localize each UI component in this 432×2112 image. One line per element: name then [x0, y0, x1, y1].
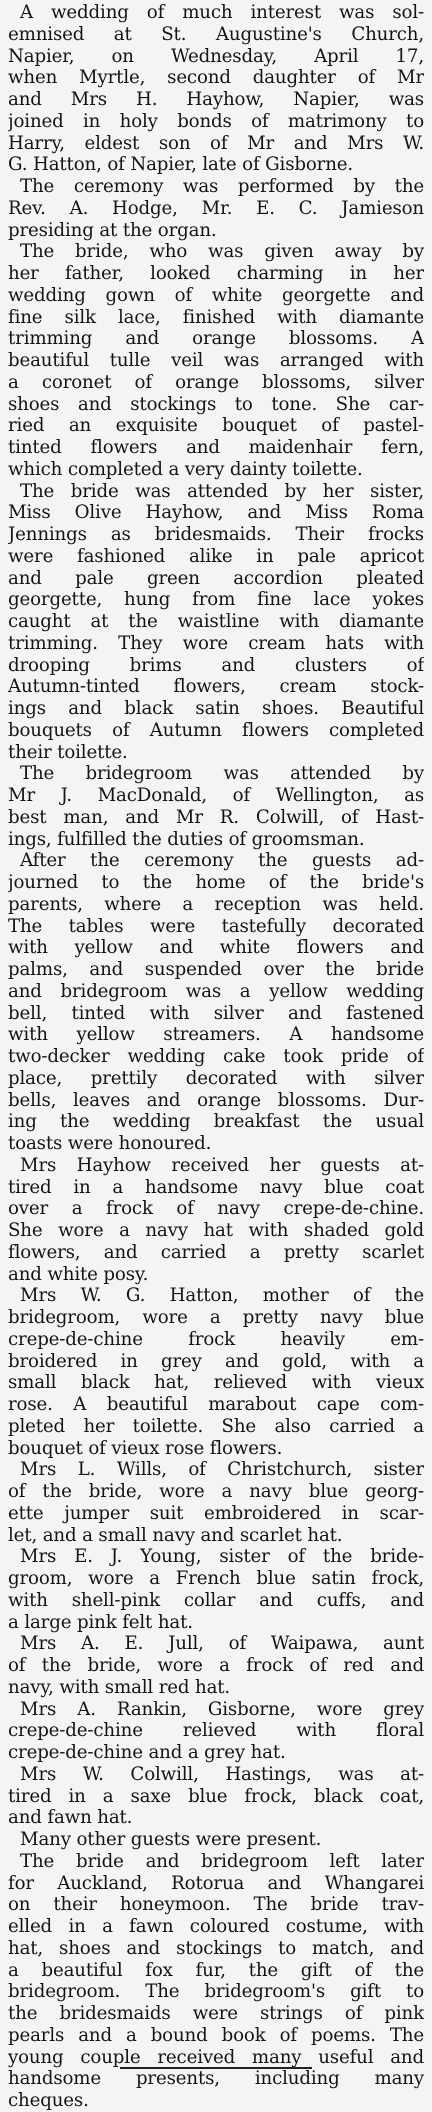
paragraph — [8, 1155, 424, 1286]
text-line: joined in holy bonds of matrimony to — [8, 110, 424, 132]
paragraph — [8, 2, 424, 176]
text-line: crepe-de-chine relieved with floral — [8, 1720, 424, 1742]
text-line: a large pink felt hat. — [8, 1611, 193, 1633]
text-line: flowers, and carried a pretty scarlet — [8, 1241, 424, 1263]
text-line: The bride, who was given away by — [20, 241, 424, 263]
text-line: bouquets of Autumn flowers completed — [8, 719, 424, 741]
end-rule — [120, 2067, 312, 2069]
text-line: Mrs E. J. Young, sister of the bride- — [20, 1546, 424, 1568]
text-line: and fawn hat. — [8, 1807, 133, 1829]
text-line: and bridegroom was a yellow wedding — [8, 980, 424, 1002]
text-line: elled in a fawn coloured costume, with — [8, 1916, 424, 1937]
text-line: ing the wedding breakfast the usual — [8, 1111, 424, 1133]
text-line: Mrs A. Rankin, Gisborne, wore grey — [20, 1698, 424, 1720]
text-line: crepe-de-chine and a grey hat. — [8, 1742, 286, 1763]
text-line: georgette, hung from fine lace yokes — [8, 589, 424, 611]
text-line: The bride was attended by her sister, — [20, 480, 424, 502]
text-line: two-decker wedding cake took pride of — [8, 1046, 424, 1067]
text-line: their toilette. — [8, 741, 128, 763]
text-line: She wore a navy hat with shaded gold — [8, 1220, 424, 1241]
text-line: were fashioned alike in pale apricot — [8, 545, 424, 567]
text-line: ried an exquisite bouquet of pastel- — [8, 415, 424, 437]
text-line: small black hat, relieved with vieux — [8, 1372, 424, 1394]
text-line: navy, with small red hat. — [8, 1676, 231, 1698]
text-line: the bridesmaids were strings of pink — [8, 2003, 424, 2024]
paragraph — [8, 1829, 424, 1851]
text-line: with yellow streamers. A handsome — [8, 1024, 424, 1046]
paragraph — [8, 1633, 424, 1698]
text-line: tired in a saxe blue frock, black coat, — [8, 1785, 424, 1807]
text-line: cheques. — [8, 2090, 89, 2111]
text-line: and white posy. — [8, 1263, 149, 1285]
text-line: The ceremony was performed by the — [20, 176, 424, 197]
text-line: shoes and stockings to tone. She car- — [8, 393, 424, 415]
paragraph — [8, 1459, 424, 1546]
text-line: hat, shoes and stockings to match, and — [8, 1937, 424, 1959]
text-line: ings and black satin shoes. Beautiful — [8, 698, 424, 719]
text-line: let, and a small navy and scarlet hat. — [8, 1524, 343, 1546]
text-line: wedding gown of white georgette and — [8, 284, 424, 306]
text-line: The bridegroom was attended by — [20, 763, 424, 785]
text-line: Harry, eldest son of Mr and Mrs W. — [8, 132, 424, 154]
text-line: best man, and Mr R. Colwill, of Hast- — [8, 806, 424, 828]
text-line: over a frock of navy crepe-de-chine. — [8, 1198, 424, 1220]
text-line: tired in a handsome navy blue coat — [8, 1176, 424, 1198]
text-line: Rev. A. Hodge, Mr. E. C. Jamieson — [8, 197, 424, 219]
text-line: Jennings as bridesmaids. Their frocks — [8, 524, 424, 545]
text-line: emnised at St. Augustine's Church, — [8, 23, 424, 45]
text-line: Autumn-tinted flowers, cream stock- — [8, 676, 424, 698]
text-line: which completed a very dainty toilette. — [8, 458, 363, 480]
text-line: The bride and bridegroom left later — [20, 1850, 424, 1872]
paragraph — [8, 481, 424, 764]
text-line: Miss Olive Hayhow, and Miss Roma — [8, 502, 424, 524]
text-line: A wedding of much interest was sol- — [20, 2, 424, 23]
text-line: Mrs L. Wills, of Christchurch, sister — [20, 1459, 424, 1481]
text-line: and pale green accordion pleated — [8, 567, 424, 589]
text-line: bridegroom. The bridegroom's gift to — [8, 1981, 424, 2003]
text-line: of the bride, wore a navy blue georg- — [8, 1481, 424, 1502]
text-line: handsome presents, including many — [8, 2068, 424, 2090]
paragraph — [8, 1764, 424, 1829]
text-line: with yellow and white flowers and — [8, 937, 424, 959]
text-line: fine silk lace, finished with diamante — [8, 306, 424, 328]
text-line: caught at the waistline with diamante — [8, 611, 424, 632]
text-line: toasts were honoured. — [8, 1133, 212, 1154]
text-line: with shell-pink collar and cuffs, and — [8, 1589, 424, 1611]
text-line: presiding at the organ. — [8, 219, 217, 241]
paragraph — [8, 1285, 424, 1459]
text-line: crepe-de-chine frock heavily em- — [8, 1328, 424, 1350]
paragraph — [8, 1699, 424, 1764]
text-line: pleted her toilette. She also carried a — [8, 1415, 424, 1437]
text-line: rose. A beautiful marabout cape com- — [8, 1394, 424, 1415]
text-line: for Auckland, Rotorua and Whangarei — [8, 1872, 424, 1894]
text-line: her father, looked charming in her — [8, 263, 424, 284]
text-line: groom, wore a French blue satin frock, — [8, 1568, 424, 1589]
text-line: Mrs Hayhow received her guests at- — [20, 1154, 424, 1176]
text-line: After the ceremony the guests ad- — [20, 850, 424, 872]
text-line: parents, where a reception was held. — [8, 893, 424, 915]
text-line: when Myrtle, second daughter of Mr — [8, 67, 424, 89]
text-line: journed to the home of the bride's — [8, 872, 424, 893]
text-line: bell, tinted with silver and fastened — [8, 1002, 424, 1024]
text-line: a beautiful fox fur, the gift of the — [8, 1959, 424, 1981]
paragraph — [8, 850, 424, 1155]
text-line: on their honeymoon. The bride trav- — [8, 1894, 424, 1916]
text-line: tinted flowers and maidenhair fern, — [8, 437, 424, 458]
text-line: bouquet of vieux rose flowers. — [8, 1437, 283, 1459]
paragraph — [8, 176, 424, 241]
article-body — [8, 2, 424, 2112]
paragraph — [8, 1546, 424, 1633]
text-line: of the bride, wore a frock of red and — [8, 1655, 424, 1676]
text-line: beautiful tulle veil was arranged with — [8, 350, 424, 371]
text-line: The tables were tastefully decorated — [8, 915, 424, 937]
text-line: Mr J. MacDonald, of Wellington, as — [8, 785, 424, 806]
text-line: bridegroom, wore a pretty navy blue — [8, 1307, 424, 1328]
text-line: Mrs A. E. Jull, of Waipawa, aunt — [20, 1633, 424, 1655]
text-line: palms, and suspended over the bride — [8, 959, 424, 980]
text-line: Mrs W. G. Hatton, mother of the — [20, 1285, 424, 1307]
text-line: Many other guests were present. — [20, 1829, 322, 1850]
text-line: trimming. They wore cream hats with — [8, 632, 424, 654]
text-line: broidered in grey and gold, with a — [8, 1350, 424, 1372]
text-line: pearls and a bound book of poems. The — [8, 2024, 424, 2046]
text-line: and Mrs H. Hayhow, Napier, was — [8, 89, 424, 110]
text-line: Mrs W. Colwill, Hastings, was at- — [20, 1763, 424, 1785]
text-line: Napier, on Wednesday, April 17, — [8, 45, 424, 67]
paragraph — [8, 241, 424, 480]
text-line: ings, fulfilled the duties of groomsman. — [8, 828, 365, 850]
text-line: ette jumper suit embroidered in scar- — [8, 1502, 424, 1524]
text-line: G. Hatton, of Napier, late of Gisborne. — [8, 154, 354, 176]
text-line: trimming and orange blossoms. A — [8, 328, 424, 350]
text-line: bells, leaves and orange blossoms. Dur- — [8, 1089, 424, 1111]
text-line: young couple received many useful and — [8, 2046, 424, 2068]
text-line: drooping brims and clusters of — [8, 654, 424, 676]
text-line: place, prettily decorated with silver — [8, 1067, 424, 1089]
text-line: a coronet of orange blossoms, silver — [8, 371, 424, 393]
paragraph — [8, 763, 424, 850]
